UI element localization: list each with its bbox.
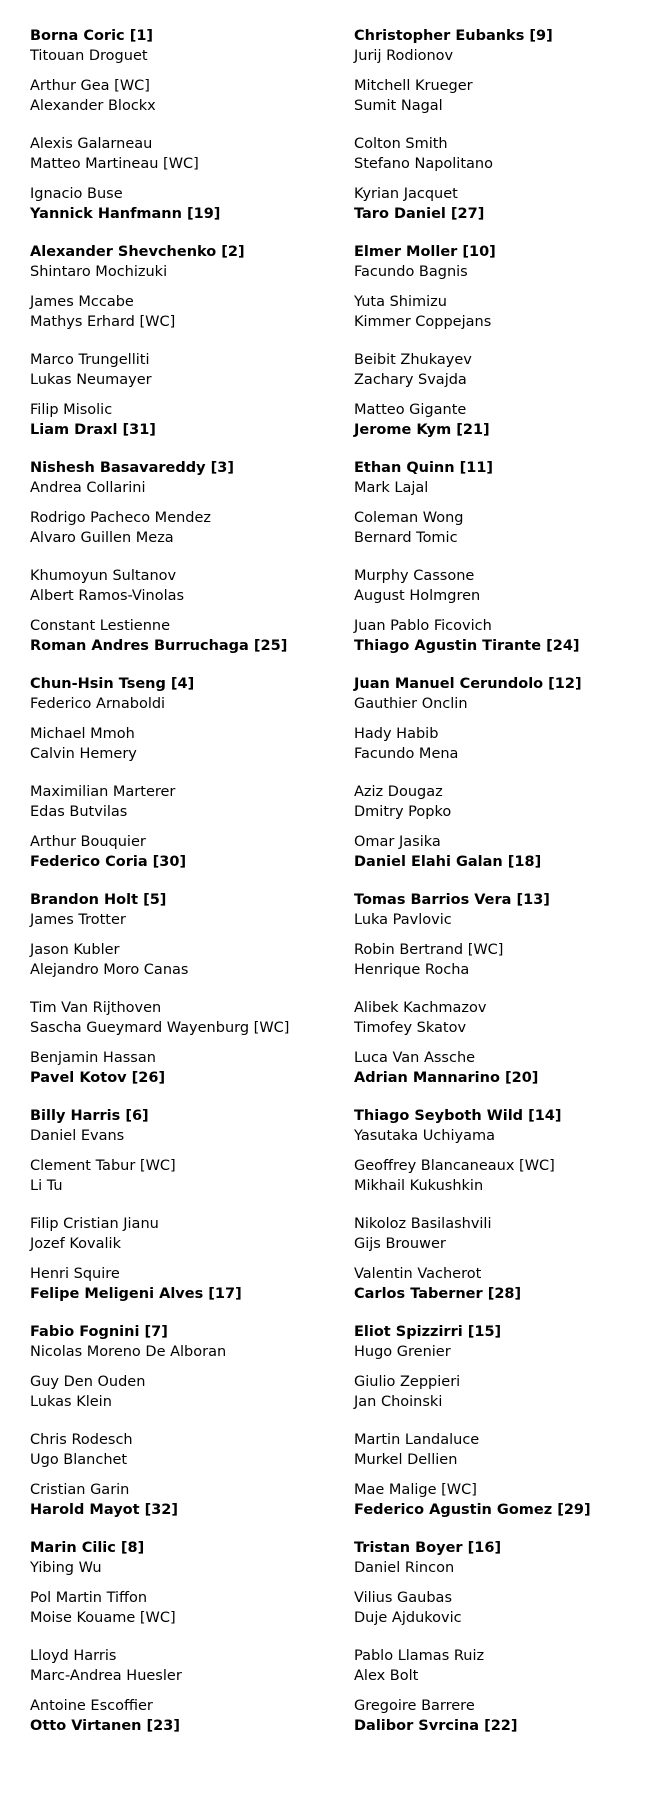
match-pair (354, 1430, 654, 1480)
match-pair (354, 26, 654, 76)
match-pair (354, 292, 654, 350)
player-name: Nicolas Moreno De Alboran (30, 1344, 227, 1360)
player-name: Dmitry Popko (354, 804, 452, 820)
player-name: Coleman Wong (354, 510, 464, 526)
player-name: Ignacio Buse (30, 186, 123, 202)
player-name: Christopher Eubanks [9] (354, 28, 553, 44)
match-pair (354, 616, 654, 674)
draw-section-left-7 (30, 1322, 330, 1538)
match-pair (30, 400, 330, 458)
player-name: Moise Kouame [WC] (30, 1610, 176, 1626)
match-pair (30, 1264, 330, 1322)
match-pair (30, 184, 330, 242)
player-name: Titouan Droguet (30, 48, 148, 64)
match-pair (354, 1588, 654, 1646)
player-name: Daniel Evans (30, 1128, 125, 1144)
player-name: Alexis Galarneau (30, 136, 153, 152)
match-pair (30, 1372, 330, 1430)
match-pair (30, 1538, 330, 1588)
player-name: Chun-Hsin Tseng [4] (30, 676, 195, 692)
match-pair (354, 76, 654, 134)
player-name: Marin Cilic [8] (30, 1540, 145, 1556)
player-name: Cristian Garin (30, 1482, 130, 1498)
match-pair (354, 350, 654, 400)
player-name: Kimmer Coppejans (354, 314, 492, 330)
match-pair (30, 1646, 330, 1696)
player-name: Ugo Blanchet (30, 1452, 128, 1468)
match-pair (354, 1048, 654, 1106)
player-name: Pol Martin Tiffon (30, 1590, 148, 1606)
player-name: Federico Arnaboldi (30, 696, 166, 712)
player-name: Jurij Rodionov (354, 48, 454, 64)
player-name: Yasutaka Uchiyama (354, 1128, 495, 1144)
match-pair (30, 1106, 330, 1156)
match-pair (354, 184, 654, 242)
match-pair (30, 134, 330, 184)
match-pair (354, 1646, 654, 1696)
player-name: Nikoloz Basilashvili (354, 1216, 492, 1232)
match-pair (30, 940, 330, 998)
player-name: Chris Rodesch (30, 1432, 133, 1448)
player-name: Vilius Gaubas (354, 1590, 452, 1606)
draw-section-right-7 (354, 1322, 654, 1538)
player-name: Borna Coric [1] (30, 28, 154, 44)
player-name: Filip Misolic (30, 402, 113, 418)
player-name: Tristan Boyer [16] (354, 1540, 502, 1556)
draw-section-right-6 (354, 1106, 654, 1322)
match-pair (354, 674, 654, 724)
player-name: Antoine Escoffier (30, 1698, 153, 1714)
player-name: Marco Trungelliti (30, 352, 150, 368)
player-name: Constant Lestienne (30, 618, 171, 634)
player-name: Daniel Elahi Galan [18] (354, 854, 542, 870)
player-name: Thiago Agustin Tirante [24] (354, 638, 580, 654)
draw-section-right-1 (354, 26, 654, 242)
match-pair (30, 566, 330, 616)
player-name: Filip Cristian Jianu (30, 1216, 159, 1232)
player-name: Rodrigo Pacheco Mendez (30, 510, 212, 526)
match-pair (354, 1214, 654, 1264)
player-name: Mathys Erhard [WC] (30, 314, 176, 330)
player-name: Gauthier Onclin (354, 696, 468, 712)
match-pair (30, 1696, 330, 1754)
player-name: Pavel Kotov [26] (30, 1070, 166, 1086)
draw-column-right (354, 26, 654, 1754)
player-name: Daniel Rincon (354, 1560, 455, 1576)
match-pair (30, 832, 330, 890)
match-pair (354, 1106, 654, 1156)
player-name: Lloyd Harris (30, 1648, 117, 1664)
player-name: Lukas Klein (30, 1394, 112, 1410)
player-name: Sumit Nagal (354, 98, 443, 114)
player-name: Carlos Taberner [28] (354, 1286, 522, 1302)
draw-section-right-2 (354, 242, 654, 458)
match-pair (30, 350, 330, 400)
player-name: Luka Pavlovic (354, 912, 452, 928)
player-name: Tomas Barrios Vera [13] (354, 892, 550, 908)
player-name: Murphy Cassone (354, 568, 475, 584)
match-pair (30, 1048, 330, 1106)
match-pair (354, 1538, 654, 1588)
draw-section-left-8 (30, 1538, 330, 1754)
draw-section-left-3 (30, 458, 330, 674)
player-name: Federico Coria [30] (30, 854, 187, 870)
player-name: Harold Mayot [32] (30, 1502, 179, 1518)
player-name: Roman Andres Burruchaga [25] (30, 638, 288, 654)
player-name: Edas Butvilas (30, 804, 128, 820)
player-name: Omar Jasika (354, 834, 441, 850)
player-name: Yuta Shimizu (354, 294, 447, 310)
match-pair (30, 890, 330, 940)
player-name: Zachary Svajda (354, 372, 467, 388)
player-name: Nishesh Basavareddy [3] (30, 460, 234, 476)
player-name: Mitchell Krueger (354, 78, 473, 94)
player-name: Arthur Gea [WC] (30, 78, 150, 94)
player-name: Martin Landaluce (354, 1432, 480, 1448)
draw-section-left-5 (30, 890, 330, 1106)
player-name: Facundo Mena (354, 746, 459, 762)
match-pair (354, 508, 654, 566)
player-name: Mae Malige [WC] (354, 1482, 477, 1498)
player-name: Federico Agustin Gomez [29] (354, 1502, 591, 1518)
player-name: Geoffrey Blancaneaux [WC] (354, 1158, 555, 1174)
player-name: Brandon Holt [5] (30, 892, 167, 908)
match-pair (354, 1480, 654, 1538)
player-name: Billy Harris [6] (30, 1108, 149, 1124)
match-pair (30, 724, 330, 782)
player-name: Colton Smith (354, 136, 448, 152)
draw-section-right-5 (354, 890, 654, 1106)
match-pair (354, 832, 654, 890)
player-name: Elmer Moller [10] (354, 244, 496, 260)
match-pair (354, 940, 654, 998)
draw-section-left-1 (30, 26, 330, 242)
player-name: Fabio Fognini [7] (30, 1324, 168, 1340)
player-name: Mark Lajal (354, 480, 429, 496)
match-pair (30, 1430, 330, 1480)
match-pair (30, 616, 330, 674)
player-name: Liam Draxl [31] (30, 422, 156, 438)
match-pair (30, 1156, 330, 1214)
player-name: Khumoyun Sultanov (30, 568, 177, 584)
player-name: Sascha Gueymard Wayenburg [WC] (30, 1020, 290, 1036)
player-name: Michael Mmoh (30, 726, 135, 742)
player-name: Facundo Bagnis (354, 264, 468, 280)
player-name: Juan Pablo Ficovich (354, 618, 492, 634)
player-name: Gijs Brouwer (354, 1236, 446, 1252)
player-name: Alvaro Guillen Meza (30, 530, 174, 546)
player-name: Lukas Neumayer (30, 372, 152, 388)
match-pair (354, 458, 654, 508)
player-name: Albert Ramos-Vinolas (30, 588, 185, 604)
player-name: Tim Van Rijthoven (30, 1000, 162, 1016)
match-pair (354, 724, 654, 782)
player-name: Benjamin Hassan (30, 1050, 156, 1066)
player-name: Henri Squire (30, 1266, 120, 1282)
player-name: Thiago Seyboth Wild [14] (354, 1108, 562, 1124)
match-pair (354, 242, 654, 292)
match-pair (30, 242, 330, 292)
match-pair (354, 566, 654, 616)
player-name: Giulio Zeppieri (354, 1374, 461, 1390)
player-name: Arthur Bouquier (30, 834, 146, 850)
player-name: Gregoire Barrere (354, 1698, 475, 1714)
match-pair (354, 1696, 654, 1754)
match-pair (30, 26, 330, 76)
player-name: Yannick Hanfmann [19] (30, 206, 221, 222)
player-name: Jozef Kovalik (30, 1236, 121, 1252)
draw-section-left-6 (30, 1106, 330, 1322)
player-name: Andrea Collarini (30, 480, 146, 496)
player-name: Maximilian Marterer (30, 784, 176, 800)
player-name: Felipe Meligeni Alves [17] (30, 1286, 242, 1302)
draw-section-right-4 (354, 674, 654, 890)
player-name: Jerome Kym [21] (354, 422, 490, 438)
match-pair (30, 1588, 330, 1646)
player-name: Kyrian Jacquet (354, 186, 458, 202)
match-pair (354, 134, 654, 184)
player-name: Valentin Vacherot (354, 1266, 482, 1282)
player-name: Jason Kubler (30, 942, 120, 958)
draw-section-left-4 (30, 674, 330, 890)
player-name: Mikhail Kukushkin (354, 1178, 484, 1194)
player-name: Bernard Tomic (354, 530, 458, 546)
match-pair (354, 1156, 654, 1214)
player-name: Stefano Napolitano (354, 156, 493, 172)
match-pair (30, 1480, 330, 1538)
player-name: Eliot Spizzirri [15] (354, 1324, 502, 1340)
player-name: Alibek Kachmazov (354, 1000, 487, 1016)
match-pair (30, 674, 330, 724)
player-name: Henrique Rocha (354, 962, 470, 978)
player-name: James Mccabe (30, 294, 134, 310)
player-name: Alejandro Moro Canas (30, 962, 189, 978)
player-name: Otto Virtanen [23] (30, 1718, 180, 1734)
match-pair (30, 292, 330, 350)
draw-section-right-3 (354, 458, 654, 674)
player-name: James Trotter (30, 912, 126, 928)
match-pair (354, 400, 654, 458)
player-name: Duje Ajdukovic (354, 1610, 462, 1626)
match-pair (354, 1264, 654, 1322)
player-name: Alexander Blockx (30, 98, 156, 114)
player-name: Jan Choinski (354, 1394, 443, 1410)
player-name: Pablo Llamas Ruiz (354, 1648, 485, 1664)
match-pair (354, 998, 654, 1048)
match-pair (354, 1372, 654, 1430)
player-name: Dalibor Svrcina [22] (354, 1718, 518, 1734)
match-pair (354, 1322, 654, 1372)
match-pair (354, 782, 654, 832)
player-name: Robin Bertrand [WC] (354, 942, 504, 958)
player-name: Timofey Skatov (354, 1020, 467, 1036)
draw-section-right-8 (354, 1538, 654, 1754)
draw-column-left (30, 26, 330, 1754)
player-name: Taro Daniel [27] (354, 206, 485, 222)
player-name: Luca Van Assche (354, 1050, 476, 1066)
player-name: Adrian Mannarino [20] (354, 1070, 539, 1086)
player-name: Clement Tabur [WC] (30, 1158, 176, 1174)
match-pair (30, 76, 330, 134)
player-name: Shintaro Mochizuki (30, 264, 168, 280)
match-pair (30, 1214, 330, 1264)
player-name: Beibit Zhukayev (354, 352, 472, 368)
player-name: Murkel Dellien (354, 1452, 458, 1468)
player-name: Juan Manuel Cerundolo [12] (354, 676, 582, 692)
player-name: Guy Den Ouden (30, 1374, 146, 1390)
player-name: Calvin Hemery (30, 746, 137, 762)
player-name: Yibing Wu (30, 1560, 102, 1576)
player-name: Li Tu (30, 1178, 63, 1194)
match-pair (30, 508, 330, 566)
match-pair (30, 998, 330, 1048)
player-name: Hugo Grenier (354, 1344, 451, 1360)
player-name: Hady Habib (354, 726, 439, 742)
player-name: August Holmgren (354, 588, 481, 604)
player-name: Matteo Gigante (354, 402, 467, 418)
player-name: Aziz Dougaz (354, 784, 443, 800)
player-name: Marc-Andrea Huesler (30, 1668, 182, 1684)
player-name: Matteo Martineau [WC] (30, 156, 199, 172)
match-pair (30, 1322, 330, 1372)
player-name: Alex Bolt (354, 1668, 419, 1684)
match-pair (354, 890, 654, 940)
player-name: Alexander Shevchenko [2] (30, 244, 245, 260)
player-name: Ethan Quinn [11] (354, 460, 494, 476)
draw-section-left-2 (30, 242, 330, 458)
match-pair (30, 782, 330, 832)
match-pair (30, 458, 330, 508)
